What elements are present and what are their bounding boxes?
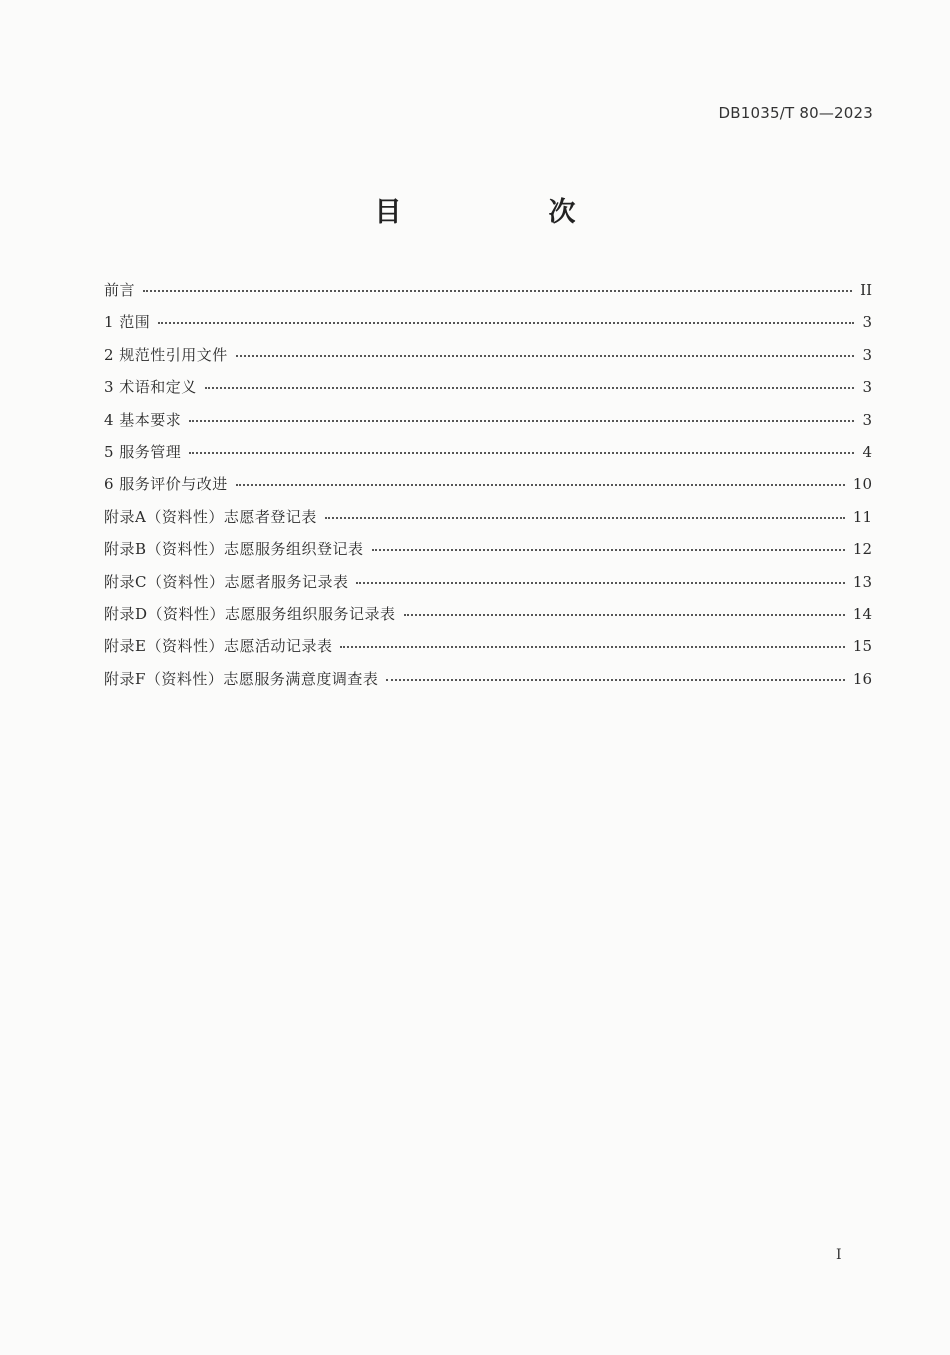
- toc-entry-page: 3: [862, 313, 872, 332]
- toc-entry-page: 3: [862, 345, 872, 364]
- toc-entry-page: 12: [852, 540, 872, 559]
- toc-entry-basic-requirements[interactable]: [104, 409, 872, 441]
- toc-entry-label: 附录C（资料性）志愿者服务记录表: [104, 572, 349, 591]
- toc-title: 目 次: [374, 197, 636, 228]
- toc-entry-normative-references[interactable]: [104, 344, 872, 376]
- toc-entry-label: 附录F（资料性）志愿服务满意度调查表: [104, 669, 379, 688]
- toc-entry-label: 5 服务管理: [104, 442, 182, 461]
- toc-entry-label: 前言: [104, 281, 136, 299]
- toc-dot-leader: [325, 517, 845, 519]
- toc-entry-label: 附录A（资料性）志愿者登记表: [104, 507, 317, 526]
- toc-dot-leader: [205, 387, 855, 389]
- toc-entry-appendix-d[interactable]: [104, 603, 872, 635]
- toc-dot-leader: [340, 646, 844, 648]
- toc-entry-page: 3: [862, 410, 872, 429]
- toc-dot-leader: [372, 549, 845, 551]
- toc-entry-label: 附录E（资料性）志愿活动记录表: [104, 637, 333, 656]
- toc-entry-label: 附录B（资料性）志愿服务组织登记表: [104, 540, 364, 559]
- toc-dot-leader: [189, 420, 854, 422]
- toc-entry-label: 3 术语和定义: [104, 378, 197, 397]
- toc-entry-service-management[interactable]: [104, 441, 872, 473]
- toc-dot-leader: [356, 582, 844, 584]
- toc-dot-leader: [158, 322, 854, 324]
- toc-entry-terms-definitions[interactable]: [104, 376, 872, 408]
- toc-entry-scope[interactable]: [104, 311, 872, 343]
- toc-entry-page: 11: [852, 507, 872, 526]
- toc-entry-label: 附录D（资料性）志愿服务组织服务记录表: [104, 604, 396, 623]
- toc-dot-leader: [236, 355, 855, 357]
- toc-entry-page: 14: [852, 604, 872, 623]
- toc-entry-label: 1 范围: [104, 313, 151, 332]
- toc-dot-leader: [189, 452, 854, 454]
- toc-entry-page: 10: [852, 475, 872, 494]
- toc-entry-appendix-a[interactable]: [104, 506, 872, 538]
- toc-entry-page: 13: [852, 572, 872, 591]
- page-number: I: [836, 1247, 842, 1263]
- document-code: DB1035/T 80—2023: [718, 104, 873, 122]
- toc-entry-label: 4 基本要求: [104, 410, 182, 429]
- toc-entry-page: 16: [852, 669, 872, 688]
- toc-dot-leader: [236, 484, 845, 486]
- toc-entry-foreword[interactable]: [104, 279, 872, 311]
- toc-entry-page: 15: [852, 637, 872, 656]
- toc-entry-appendix-f[interactable]: [104, 668, 872, 700]
- table-of-contents: [104, 279, 872, 700]
- toc-entry-page: II: [860, 281, 872, 299]
- toc-entry-appendix-c[interactable]: [104, 571, 872, 603]
- toc-dot-leader: [404, 614, 845, 616]
- toc-entry-page: 4: [862, 442, 872, 461]
- toc-entry-page: 3: [862, 378, 872, 397]
- toc-entry-label: 2 规范性引用文件: [104, 345, 228, 364]
- toc-entry-appendix-e[interactable]: [104, 635, 872, 667]
- toc-entry-appendix-b[interactable]: [104, 538, 872, 570]
- toc-entry-evaluation-improvement[interactable]: [104, 473, 872, 505]
- toc-entry-label: 6 服务评价与改进: [104, 475, 228, 494]
- toc-dot-leader: [386, 679, 844, 681]
- toc-dot-leader: [143, 290, 852, 292]
